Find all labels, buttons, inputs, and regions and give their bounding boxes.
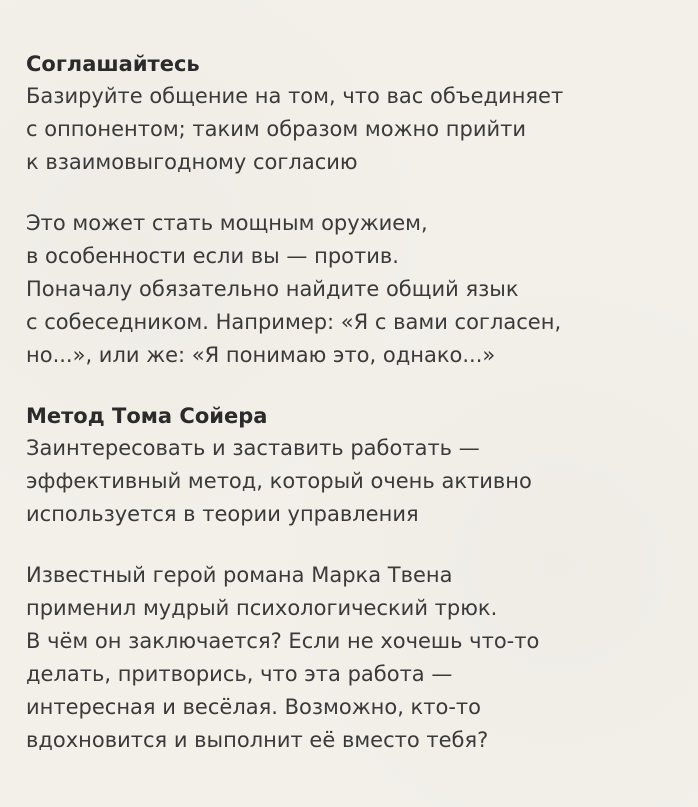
text-line: эффективный метод, который очень активно: [26, 469, 532, 493]
text-line: в особенности если вы — против.: [26, 244, 399, 268]
text-line: Это может стать мощным оружием,: [26, 211, 428, 235]
text-line: Заинтересовать и заставить работать —: [26, 436, 480, 460]
section-twain: [26, 559, 678, 757]
section-tom-sawyer: [26, 400, 678, 531]
text-line: делать, притворись, что эта работа —: [26, 662, 453, 686]
text-line: с оппонентом; таким образом можно прийти: [26, 117, 527, 141]
text-line: интересная и весёлая. Возможно, кто-то: [26, 695, 481, 719]
text-line: Известный герой романа Марка Твена: [26, 563, 453, 587]
section-agree: [26, 48, 678, 179]
text-line: с собеседником. Например: «Я с вами согласен,: [26, 310, 562, 334]
text-line: используется в теории управления: [26, 502, 419, 526]
text-line: В чём он заключается? Если не хочешь что-то: [26, 629, 540, 653]
text-line: Базируйте общение на том, что вас объединяет: [26, 84, 564, 108]
text-line: но...», или же: «Я понимаю это, однако...»: [26, 343, 496, 367]
text-line: вдохновится и выполнит её вместо тебя?: [26, 728, 489, 752]
section-weapon: [26, 207, 678, 372]
text-line: применил мудрый психологический трюк.: [26, 596, 498, 620]
text-line: Поначалу обязательно найдите общий язык: [26, 277, 519, 301]
heading-tom-sawyer: Метод Тома Сойера: [26, 404, 268, 428]
text-line: к взаимовыгодному согласию: [26, 150, 358, 174]
heading-agree: Соглашайтесь: [26, 52, 200, 76]
